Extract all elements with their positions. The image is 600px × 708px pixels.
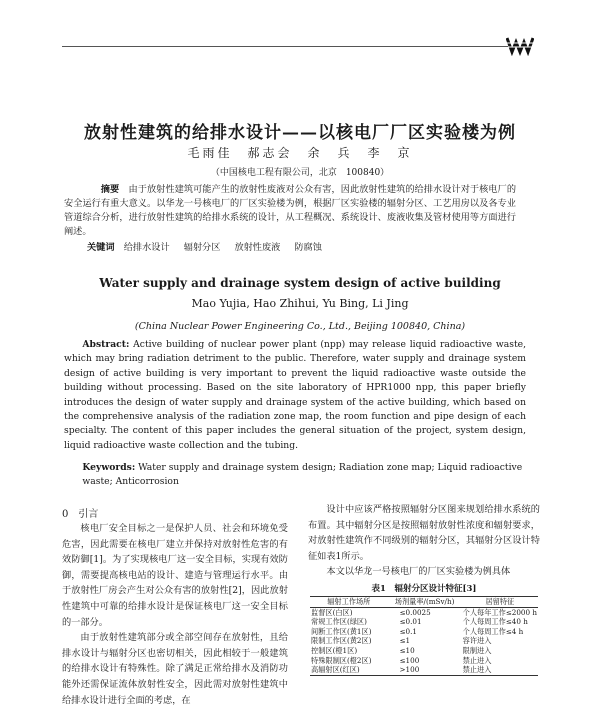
table-caption — [308, 582, 540, 594]
table-cell: ≤0.1 — [399, 626, 417, 636]
table-header: 辐射工作场所 — [310, 597, 388, 608]
table-cell: ≤0.0025 — [399, 607, 431, 617]
en-abstract — [64, 338, 526, 453]
table-row — [310, 627, 538, 637]
en-title: Water supply and drainage system design of active building — [99, 276, 501, 290]
table-cell: 容许进入 — [462, 636, 492, 646]
en-abstract-label: Abstract: — [82, 339, 130, 350]
paragraph: 核电厂安全目标之一是保护人员、社会和环境免受危害，因此需要在核电厂建立并保持对放射性危害的有效防御[1]。为了实现核电厂这一安全目标，实现有效防御，需要提高核电站的设计、建造与管理运行水平。由于放射性厂房会产生对公众有害的放射性[2]，因此放射性建筑中可靠的给排水设计是保证核电厂这一安全目标的一部分。 — [62, 523, 288, 628]
paragraph: 本文以华龙一号核电厂的厂区实验楼为例具体 — [326, 566, 511, 578]
table-row — [310, 636, 538, 646]
radiation-zone-table — [310, 596, 538, 676]
table-row — [310, 665, 538, 675]
en-keywords-text: Water supply and drainage system design; Radiation zone map; Liquid radioactive waste; Anticorrosion — [82, 462, 523, 488]
cn-title: 放射性建筑的给排水设计——以核电厂厂区实验楼为例 — [84, 123, 516, 143]
en-authors: Mao Yujia, Hao Zhihui, Yu Bing, Li Jing — [191, 297, 409, 310]
table-cell: ≤0.01 — [399, 617, 422, 627]
table-cell: 禁止进入 — [462, 655, 492, 665]
left-column — [62, 521, 288, 708]
en-abstract-text: Active building of nuclear power plant (npp) may release liquid radioactive waste, which may bring radiation detriment to the public. Therefore, water supply and drainage system design of active building is very important to prevent the liquid radioactive waste outside the building without processing. Based on the site laboratory of HPR1000 npp, this paper briefly introduces the design of water supply and drainage system of the active building, which based on the comprehensive analysis of the radiation zone map, the room function and pipe design of each specialty. The content of this paper includes the general situation of the project, system design, liquid radioactive waste collection and the tubing. — [64, 339, 527, 451]
paragraph: 由于放射性建筑部分或全部空间存在放射性，且给排水设计与辐射分区也密切相关，因此相较于一般建筑的给排水设计有特殊性。除了满足正常给排水及消防功能外还需保证流体放射性安全，因此需对放射性建筑中给排水设计进行全面的考虑，在 — [62, 632, 288, 706]
cn-abstract-label: 摘要 — [100, 184, 120, 195]
table-cell: 间断工作区(黄1区) — [311, 626, 372, 636]
table-row — [310, 646, 538, 656]
table-header-row — [310, 597, 538, 608]
table-title: 辐射分区设计特征[3] — [394, 584, 477, 594]
table-cell: ≤1 — [399, 636, 411, 646]
table-cell: ≤10 — [399, 645, 415, 655]
table-cell: 高辐射区(红区) — [310, 665, 388, 675]
table-cell: 特殊限制区(橙2区) — [311, 655, 372, 665]
table-cell: 个人每周工作≤4 h — [462, 626, 524, 636]
cn-keyword: 辐射分区 — [183, 242, 221, 253]
en-keywords — [64, 461, 544, 490]
paragraph: 设计中应该严格按照辐射分区图来规划给排水系统的布置。其中辐射分区是按照辐射放射性浓度和辐射要求，对放射性建筑作不同级别的辐射分区，其辐射分区设计特征如表1所示。 — [308, 504, 540, 562]
table-row — [310, 617, 538, 627]
table-cell: 限制工作区(黄2区) — [311, 636, 372, 646]
en-affiliation: (China Nuclear Power Engineering Co., Ltd., Beijing 100840, China) — [134, 321, 466, 332]
table-cell: 控制区(橙1区) — [311, 645, 358, 655]
table-label: 表1 — [371, 584, 386, 594]
table-cell: >100 — [388, 665, 462, 675]
table-cell: 限制进入 — [462, 645, 492, 655]
header-rule — [62, 46, 508, 47]
table-cell: 个人每年工作≤2000 h — [462, 607, 537, 617]
cn-keywords — [64, 241, 539, 255]
cn-abstract — [64, 183, 516, 239]
table-cell: 监督区(白区) — [311, 607, 353, 617]
table-cell: 常规工作区(绿区) — [311, 617, 367, 627]
cn-abstract-text: 由于放射性建筑可能产生的放射性废液对公众有害，因此放射性建筑的给排水设计对于核电厂的安全运行有重大意义。以华龙一号核电厂的厂区实验楼为例，根据厂区实验楼的辐射分区、工艺用房以及各专业管道综合分析，进行放射性建筑的给排水系统的设计，从工程概况、系统设计、废液收集及管材使用等方面进行阐述。 — [64, 184, 517, 237]
table-cell: ≤100 — [399, 655, 420, 665]
table-row — [310, 656, 538, 666]
cn-keyword: 放射性废液 — [234, 242, 281, 253]
en-keywords-label: Keywords: — [82, 462, 136, 473]
publisher-logo-icon — [506, 34, 534, 56]
table-cell: 个人每周工作≤40 h — [462, 617, 528, 627]
table-header: 居留特征 — [462, 597, 538, 608]
right-column — [308, 502, 540, 580]
table-row — [310, 607, 538, 617]
cn-keyword: 给排水设计 — [123, 242, 170, 253]
cn-keywords-label: 关键词 — [87, 242, 115, 253]
table-header: 场剂量率/(mSv/h) — [388, 597, 462, 608]
cn-keyword: 防腐蚀 — [294, 242, 322, 253]
cn-authors: 毛雨佳 郝志会 余 兵 李 京 — [187, 146, 413, 160]
section-heading: 0 引言 — [62, 509, 99, 520]
table-cell: 禁止进入 — [462, 665, 538, 675]
cn-affiliation: （中国核电工程有限公司，北京 100840） — [210, 168, 390, 178]
